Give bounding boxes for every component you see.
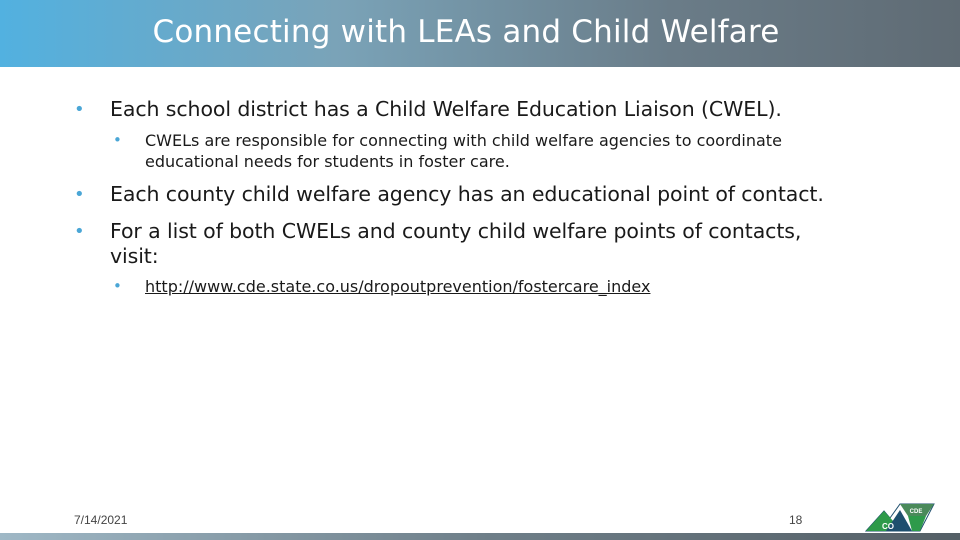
bullet-dot-icon: • xyxy=(74,221,85,242)
bottom-strip xyxy=(0,533,960,540)
bullet-dot-icon: • xyxy=(113,277,122,295)
bullet-text-line1: For a list of both CWELs and county child welfare points of contacts, xyxy=(110,219,802,243)
footer-date: 7/14/2021 xyxy=(74,513,128,527)
subbullet-text-line2: educational needs for students in foster care. xyxy=(145,152,510,171)
bullet-text: Each county child welfare agency has an educational point of contact. xyxy=(110,182,824,206)
bullet-dot-icon: • xyxy=(113,131,122,149)
cde-logo-icon xyxy=(864,502,936,532)
slide-title: Connecting with LEAs and Child Welfare xyxy=(152,14,780,50)
bullet-text: Each school district has a Child Welfare Education Liaison (CWEL). xyxy=(110,97,782,121)
logo-text-cde: CDE xyxy=(909,509,923,515)
subbullet-text-line1: CWELs are responsible for connecting with child welfare agencies to coordinate xyxy=(145,131,782,150)
logo-text-co: CO xyxy=(882,522,894,531)
bullet-dot-icon: • xyxy=(74,184,85,205)
footer-page-number: 18 xyxy=(789,513,803,527)
fostercare-index-link[interactable]: http://www.cde.state.co.us/dropoutprevention/fostercare_index xyxy=(145,277,651,296)
bullet-dot-icon: • xyxy=(74,99,85,120)
bullet-text-line2: visit: xyxy=(110,244,159,268)
